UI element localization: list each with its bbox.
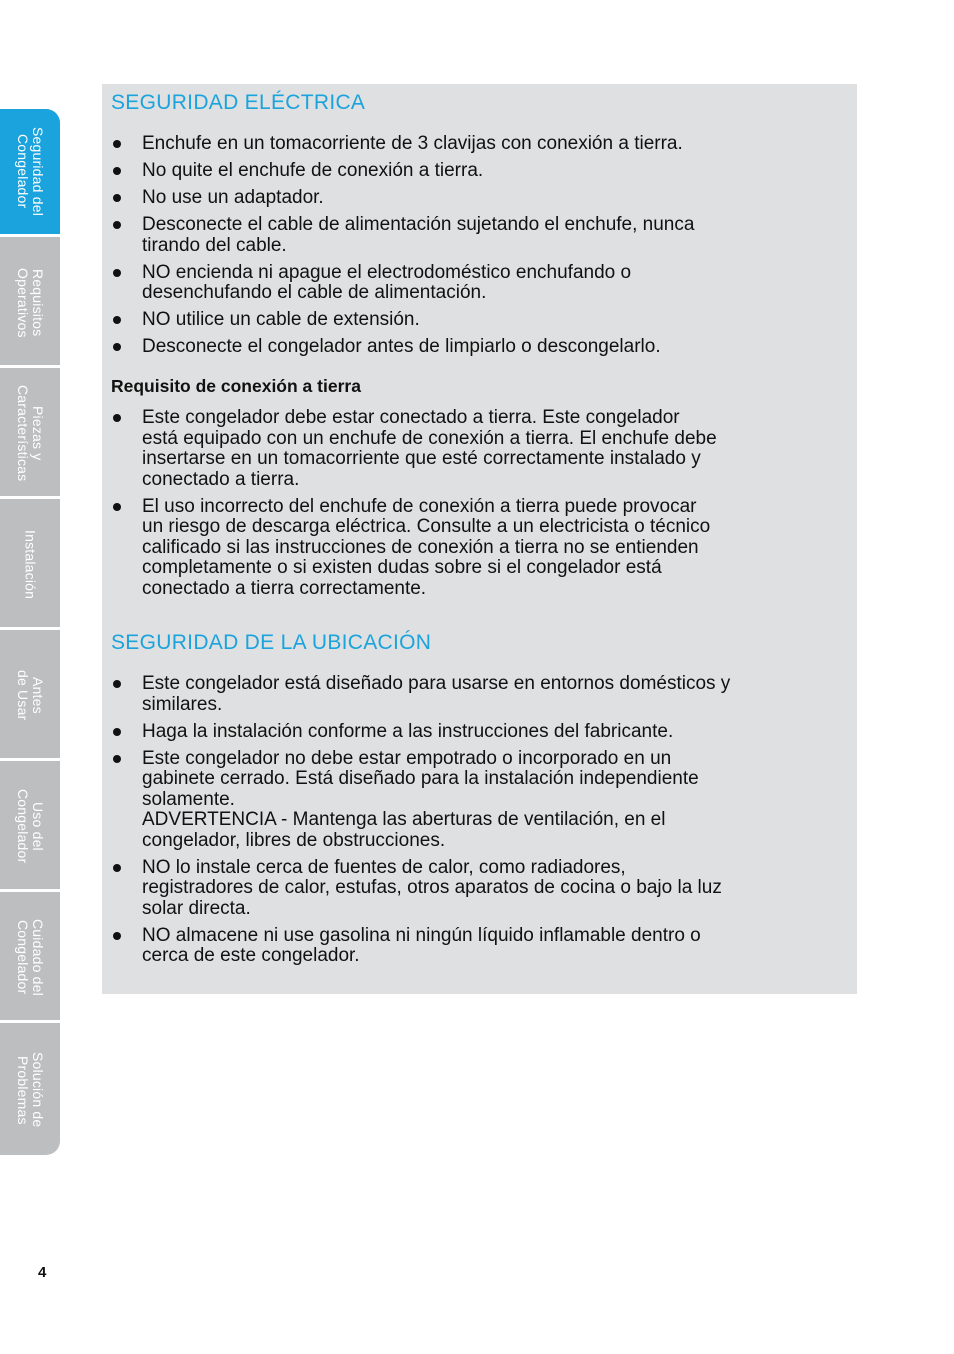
list-item: NO utilice un cable de extensión. <box>102 310 847 331</box>
list-item: No use un adaptador. <box>102 188 847 209</box>
list-item: No quite el enchufe de conexión a tierra. <box>102 161 847 182</box>
side-tab-nav <box>0 109 60 1155</box>
list-item: NO encienda ni apague el electrodoméstico enchufando o desenchufando el cable de alimentación. <box>102 263 847 304</box>
tab-label: Cuidado del Congelador <box>15 919 46 996</box>
tab-label: Seguridad del Congelador <box>15 127 46 216</box>
tab-antes-de-usar[interactable] <box>0 633 60 761</box>
list-item: Este congelador debe estar conectado a tierra. Este congelador está equipado con un enchufe de conexión a tierra. El enchufe debe insertarse en un tomacorriente que esté correctamente instalado y conectado a tierra. <box>102 408 847 490</box>
tab-label: Instalación <box>22 529 39 600</box>
list-item: Haga la instalación conforme a las instrucciones del fabricante. <box>102 722 847 743</box>
list-item: Este congelador no debe estar empotrado o incorporado en un gabinete cerrado. Está diseñado para la instalación independiente solamente. ADVERTENCIA - Mantenga las aberturas de ventilación, en el congelador, libres de obstrucciones. <box>102 749 847 852</box>
list-item: Desconecte el cable de alimentación sujetando el enchufe, nunca tirando del cable. <box>102 215 847 256</box>
tab-cuidado-del-congelador[interactable] <box>0 895 60 1023</box>
list-item: Desconecte el congelador antes de limpiarlo o descongelarlo. <box>102 337 847 358</box>
electrical-safety-list <box>102 134 847 364</box>
list-item: NO almacene ni use gasolina ni ningún líquido inflamable dentro o cerca de este congelador. <box>102 926 847 967</box>
tab-seguridad-del-congelador[interactable] <box>0 109 60 237</box>
safety-content-panel <box>102 84 857 994</box>
tab-piezas-y-caracteristicas[interactable] <box>0 371 60 499</box>
tab-label: Requisitos Operativos <box>15 267 46 338</box>
tab-solucion-de-problemas[interactable] <box>0 1026 60 1154</box>
list-item: NO lo instale cerca de fuentes de calor, como radiadores, registradores de calor, estufas, otros aparatos de cocina o bajo la luz solar directa. <box>102 858 847 920</box>
tab-label: Uso del Congelador <box>15 789 46 864</box>
tab-requisitos-operativos[interactable] <box>0 240 60 368</box>
list-item: Este congelador está diseñado para usarse en entornos domésticos y similares. <box>102 674 847 715</box>
list-item: Enchufe en un tomacorriente de 3 clavijas con conexión a tierra. <box>102 134 847 155</box>
tab-uso-del-congelador[interactable] <box>0 764 60 892</box>
tab-label: Piezas y Características <box>15 385 46 482</box>
tab-instalacion[interactable] <box>0 502 60 630</box>
grounding-requirement-title: Requisito de conexión a tierra <box>111 376 361 396</box>
location-safety-list <box>102 674 847 973</box>
page-number: 4 <box>38 1264 47 1281</box>
list-item: El uso incorrecto del enchufe de conexión a tierra puede provocar un riesgo de descarga eléctrica. Consulte a un electricista o técnico calificado si las instrucciones de conexión a tierra no se entienden completamente o si existen dudas sobre si el congelador está conectado a tierra correctamente. <box>102 497 847 600</box>
electrical-safety-title: SEGURIDAD ELÉCTRICA <box>111 91 366 114</box>
grounding-requirement-list <box>102 408 847 606</box>
tab-label: Antes de Usar <box>15 670 46 721</box>
tab-label: Solución de Problemas <box>15 1052 46 1128</box>
location-safety-title: SEGURIDAD DE LA UBICACIÓN <box>111 631 432 654</box>
